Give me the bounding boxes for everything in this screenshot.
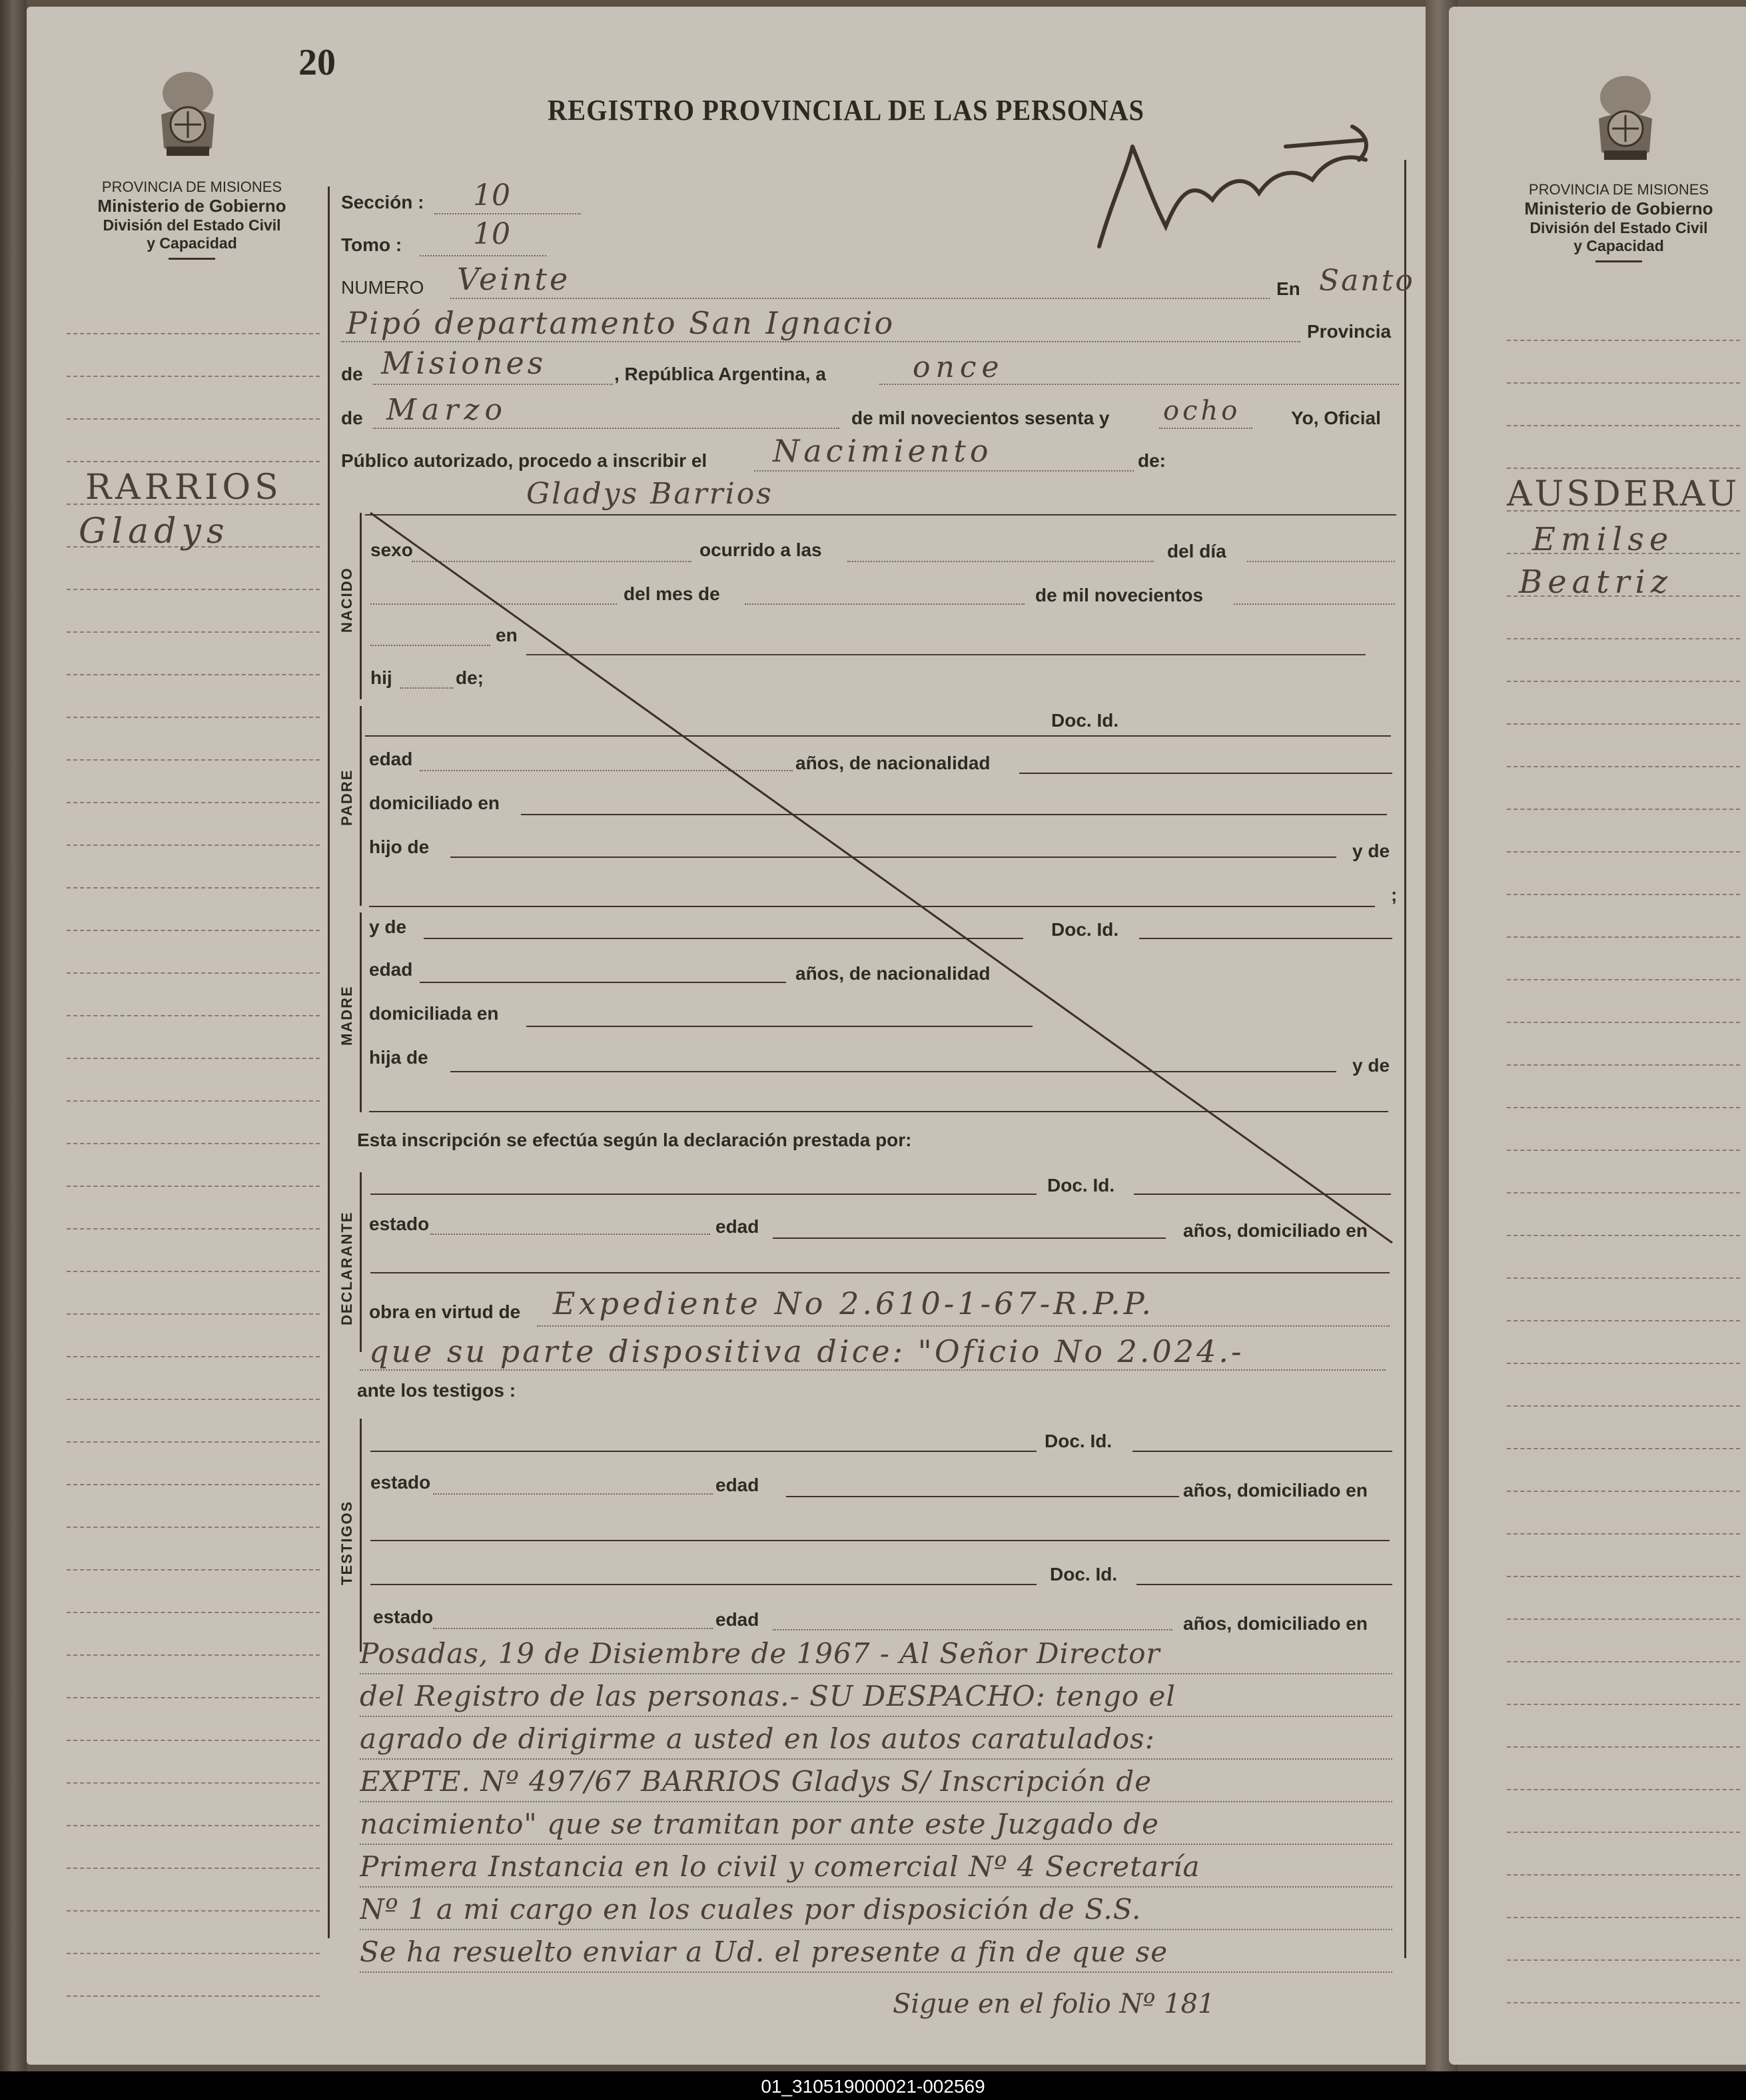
testigo2-estado-label: estado	[373, 1606, 434, 1627]
body-text-line: Nº 1 a mi cargo en los cuales por disposición de S.S.	[360, 1893, 1142, 1925]
body-text-line: agrado de dirigirme a usted en los autos caratulados:	[360, 1722, 1155, 1755]
madre-edad-label: edad	[369, 959, 413, 980]
mes-value: Marzo	[386, 393, 508, 427]
margin-given-name: Gladys	[79, 512, 230, 551]
margin-right-surname: AUSDERAU	[1507, 474, 1740, 514]
declarante-edad-label: edad	[715, 1216, 759, 1237]
del-dia-label: del día	[1167, 541, 1226, 561]
tomo-value: 10	[473, 217, 510, 251]
testigo1-edad-label: edad	[715, 1475, 759, 1495]
ante-label: ante los testigos :	[357, 1380, 516, 1401]
page-title: REGISTRO PROVINCIAL DE LAS PERSONAS	[548, 94, 1144, 127]
declarante-doc-label: Doc. Id.	[1047, 1175, 1115, 1196]
provincia-value: Misiones	[381, 345, 547, 381]
en-value: Santo	[1319, 264, 1415, 298]
obra-value-2: que su parte dispositiva dice: "Oficio No 2.024.-	[369, 1333, 1244, 1369]
madre-anios-label: años, de nacionalidad	[795, 963, 991, 984]
mil-novecientos-label: de mil novecientos	[1035, 585, 1204, 605]
ministry-right-division: División del Estado Civil	[1529, 219, 1708, 236]
ministry-capacity: y Capacidad	[147, 234, 237, 252]
ministry-province: PROVINCIA DE MISIONES	[101, 178, 282, 195]
de2-label: de	[341, 408, 363, 428]
de-semi-label: de;	[456, 667, 484, 688]
en2-label: en	[496, 625, 518, 645]
ministry-right-name: Ministerio de Gobierno	[1524, 198, 1713, 218]
ocurrido-label: ocurrido a las	[699, 539, 822, 560]
en-label: En	[1276, 278, 1300, 299]
seccion-value: 10	[473, 178, 510, 212]
padre-doc-label: Doc. Id.	[1051, 710, 1119, 731]
mil-label: de mil novecientos sesenta y	[851, 408, 1110, 428]
testigo1-doc-label: Doc. Id.	[1045, 1431, 1112, 1451]
body-text-line: Posadas, 19 de Disiembre de 1967 - Al Señor Director	[360, 1637, 1160, 1670]
declarante-estado-label: estado	[369, 1214, 430, 1234]
obra-label: obra en virtud de	[369, 1301, 521, 1322]
seccion-label: Sección :	[341, 192, 424, 212]
side-label-madre: MADRE	[338, 985, 355, 1046]
de-colon-label: de:	[1138, 450, 1166, 471]
lugar-value: Pipó departamento San Ignacio	[346, 305, 895, 341]
body-text-line: Primera Instancia en lo civil y comercial Nº 4 Secretaría	[360, 1850, 1200, 1883]
side-label-padre: PADRE	[338, 769, 355, 826]
nombre-value: Gladys Barrios	[526, 477, 773, 511]
madre-yde-label: y de	[369, 916, 407, 937]
acto-value: Nacimiento	[773, 433, 993, 469]
numero-label: NUMERO	[341, 277, 424, 298]
ministry-name: Ministerio de Gobierno	[97, 196, 286, 216]
side-label-nacido: NACIDO	[338, 567, 355, 633]
testigo2-edad-label: edad	[715, 1609, 759, 1630]
body-text-line: Se ha resuelto enviar a Ud. el presente a fin de que se	[360, 1935, 1168, 1968]
padre-edad-label: edad	[369, 749, 413, 769]
page-number: 20	[298, 42, 336, 83]
madre-hija-label: hija de	[369, 1047, 428, 1068]
de-label: de	[341, 364, 363, 384]
footer-reference: 01_310519000021-002569	[761, 2076, 985, 2097]
declarante-anios-label: años, domiciliado en	[1183, 1220, 1368, 1241]
madre-yde2-label: y de	[1352, 1055, 1390, 1076]
margin-right-second-name: Beatriz	[1519, 563, 1673, 601]
del-mes-label: del mes de	[624, 583, 720, 604]
yo-label: Yo, Oficial	[1291, 408, 1381, 428]
madre-doc-label: Doc. Id.	[1051, 919, 1119, 940]
anio-value: ocho	[1163, 396, 1241, 426]
republica-label: , República Argentina, a	[614, 364, 826, 384]
ministry-right-province: PROVINCIA DE MISIONES	[1528, 181, 1709, 198]
testigo2-anios-label: años, domiciliado en	[1183, 1613, 1368, 1634]
testigo2-doc-label: Doc. Id.	[1050, 1564, 1118, 1584]
obra-value-1: Expediente No 2.610-1-67-R.P.P.	[553, 1285, 1154, 1321]
testigo1-anios-label: años, domiciliado en	[1183, 1480, 1368, 1501]
margin-surname: RARRIOS	[85, 468, 282, 508]
numero-value: Veinte	[457, 261, 571, 297]
padre-semicolon: ;	[1391, 884, 1398, 905]
dia-value: once	[913, 350, 1005, 384]
sigue-note: Sigue en el folio Nº 181	[893, 1989, 1215, 2019]
padre-domicilio-label: domiciliado en	[369, 793, 500, 813]
side-label-declarante: DECLARANTE	[338, 1211, 355, 1325]
body-text-line: del Registro de las personas.- SU DESPACHO: tengo el	[360, 1680, 1176, 1712]
ministry-division: División del Estado Civil	[103, 216, 281, 234]
margin-right-given-name: Emilse	[1532, 521, 1674, 558]
padre-hijo-label: hijo de	[369, 837, 430, 857]
body-text-line: EXPTE. Nº 497/67 BARRIOS Gladys S/ Inscripción de	[360, 1765, 1152, 1798]
body-text-line: nacimiento" que se tramitan por ante este Juzgado de	[360, 1808, 1159, 1840]
provincia-label: Provincia	[1307, 321, 1392, 342]
madre-domicilio-label: domiciliada en	[369, 1003, 499, 1024]
padre-yde-label: y de	[1352, 841, 1390, 861]
declaracion-label: Esta inscripción se efectúa según la declaración prestada por:	[357, 1130, 912, 1150]
ministry-right-capacity: y Capacidad	[1573, 237, 1664, 254]
sexo-label: sexo	[370, 539, 413, 560]
tomo-label: Tomo :	[341, 234, 402, 255]
publico-label: Público autorizado, procedo a inscribir el	[341, 450, 707, 471]
testigo1-estado-label: estado	[370, 1472, 431, 1493]
hij-label: hij	[370, 667, 392, 688]
padre-anios-label: años, de nacionalidad	[795, 753, 991, 773]
side-label-testigos: TESTIGOS	[338, 1500, 355, 1585]
